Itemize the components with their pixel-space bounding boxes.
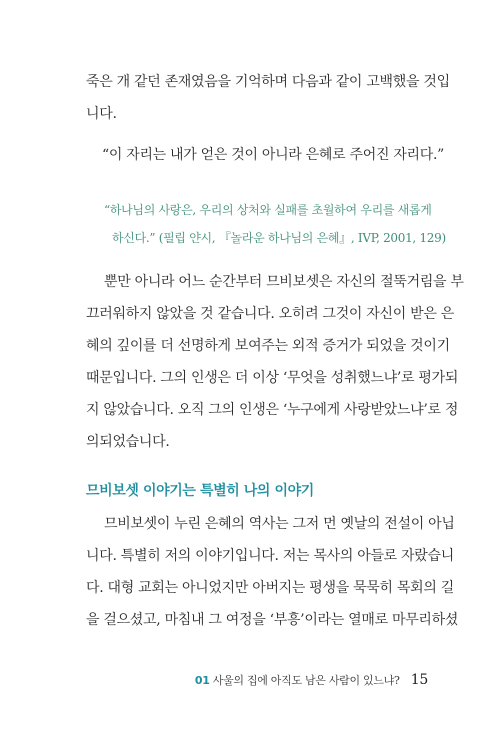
paragraph-bottom	[86, 508, 459, 636]
paragraph-middle-line-4: 때문입니다. 그의 인생은 더 이상 ‘무엇을 성취했느냐’로 평가되	[86, 370, 459, 386]
chapter-number: 01	[194, 674, 210, 687]
paragraph-middle-line-2: 끄러워하지 않았을 것 같습니다. 오히려 그것이 자신이 받은 은	[86, 306, 454, 322]
paragraph-top	[86, 66, 450, 130]
citation-line-1: “하나님의 사랑은, 우리의 상처와 실패를 초월하여 우리를 새롭게	[104, 203, 432, 217]
citation-line-2: 하신다.” (필립 얀시, 『놀라운 하나님의 은혜』, IVP, 2001, 129)	[112, 231, 446, 245]
paragraph-middle-line-1: 뿐만 아니라 어느 순간부터 므비보셋은 자신의 절뚝거림을 부	[104, 274, 464, 290]
paragraph-middle-line-3: 혜의 깊이를 더 선명하게 보여주는 외적 증거가 되었을 것이기	[86, 338, 450, 354]
section-heading: 므비보셋 이야기는 특별히 나의 이야기	[86, 483, 314, 499]
chapter-title: 사울의 집에 아직도 남은 사람이 있느냐?	[212, 674, 400, 687]
paragraph-middle	[86, 266, 464, 458]
paragraph-bottom-line-4: 을 걸으셨고, 마침내 그 여정을 ‘부흥’이라는 열매로 마무리하셨	[86, 612, 459, 628]
page-number: 15	[410, 672, 428, 688]
quote: “이 자리는 내가 얻은 것이 아니라 은혜로 주어진 자리다.”	[102, 147, 444, 163]
paragraph-bottom-line-2: 니다. 특별히 저의 이야기입니다. 저는 목사의 아들로 자랐습니	[86, 548, 454, 564]
paragraph-middle-line-5: 지 않았습니다. 오직 그의 인생은 ‘누구에게 사랑받았느냐’로 정	[86, 402, 459, 418]
paragraph-bottom-line-1: 므비보셋이 누린 은혜의 역사는 그저 먼 옛날의 전설이 아닙	[104, 516, 455, 532]
paragraph-top-line-2: 니다.	[86, 106, 117, 122]
running-footer	[0, 672, 428, 688]
paragraph-middle-line-6: 의되었습니다.	[86, 434, 170, 450]
paragraph-bottom-line-3: 다. 대형 교회는 아니었지만 아버지는 평생을 묵묵히 목회의 길	[86, 580, 454, 596]
paragraph-top-line-1: 죽은 개 같던 존재였음을 기억하며 다음과 같이 고백했을 것입	[86, 74, 450, 90]
citation	[104, 196, 446, 252]
